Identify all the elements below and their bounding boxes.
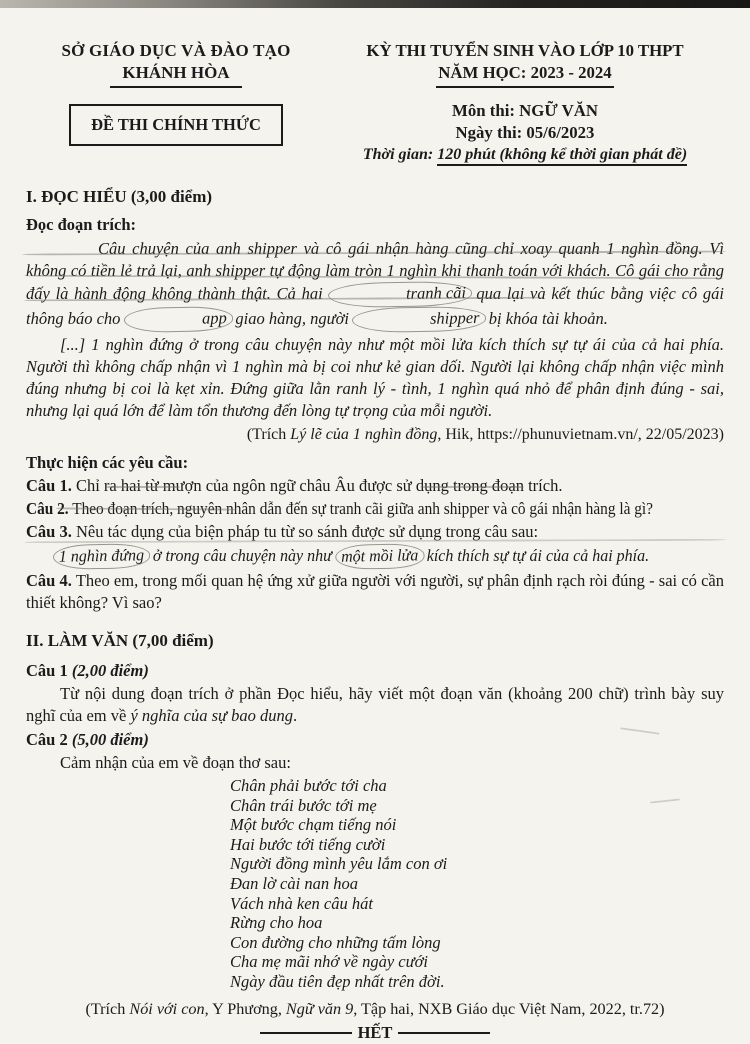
excerpt-p1-text: giao hàng, người <box>231 309 354 328</box>
textbook-title: Ngữ văn 9 <box>285 999 354 1018</box>
pencil-circled-phrase: 1 nghìn đứng <box>53 543 150 570</box>
question-3-quote <box>54 544 649 569</box>
essay-q2-label: Câu 2 <box>26 730 72 749</box>
time-prefix: Thời gian: <box>362 146 438 163</box>
excerpt-p1-text: Câu chuyện của anh shipper và cô gái nhận hàng cũng chỉ xoay quanh 1 nghìn đồng. Vì không có tiền lẻ trả lại, anh shipper tự động làm tròn 1 nghìn khi thanh toán với khách. Cô gái cho rằng đấy là hành động không thành thật. Cả hai <box>26 239 724 303</box>
province-name: KHÁNH HÒA <box>110 62 241 88</box>
question-4-label: Câu 4. <box>26 571 72 590</box>
question-4-text: Theo em, trong mối quan hệ ứng xử giữa người với người, sự phân định rạch ròi đúng - sai có cần thiết không? Vì sao? <box>26 571 724 612</box>
poem-line: Đan lờ cài nan hoa <box>230 873 358 893</box>
poem-line: Chân trái bước tới mẹ <box>230 795 377 815</box>
question-2-text: Theo đoạn trích, nguyên nhân dẫn đến sự tranh cãi giữa anh shipper và cô gái nhận hàng là gì? <box>68 499 654 518</box>
question-3-text: Nêu tác dụng của biện pháp tu từ so sánh được sử dụng trong câu sau: <box>71 522 539 541</box>
time-duration: 120 phút (không kể thời gian phát đề) <box>437 146 687 166</box>
exam-info-block <box>326 40 724 166</box>
poem-line: Hai bước tới tiếng cười <box>230 834 386 854</box>
pencil-underline <box>420 486 524 488</box>
end-dash-left <box>260 1032 352 1034</box>
quote-text: ở trong câu chuyện này như <box>148 546 336 565</box>
essay-question-2-heading <box>26 729 724 751</box>
excerpt-paragraph-2: [...] 1 nghìn đứng ở trong câu chuyện này như một mồi lửa kích thích sự tự ái của cả hai phía. Người thì không chấp nhận vì 1 nghìn mà bị coi như kẻ gian dối. Người lại không chấp nhận việc mình đúng nhưng bị coi là kẹt xỉn. Đứng giữa lằn ranh lý - tình, 1 nghìn quá nhỏ để phân định đúng - sai, nhưng lại quá lớn để làm tổn thương đến lòng tự trọng của mỗi người. <box>26 335 724 420</box>
scan-edge-artifact <box>0 0 750 8</box>
poem-citation <box>26 998 724 1020</box>
end-of-exam-row <box>26 1022 724 1044</box>
essay-question-1-heading <box>26 660 724 682</box>
question-4 <box>26 570 724 614</box>
question-3-label: Câu 3. <box>26 522 72 541</box>
poem-line: Chân phải bước tới cha <box>230 776 387 795</box>
official-exam-label: ĐỀ THI CHÍNH THỨC <box>91 115 261 134</box>
question-3-quote-row <box>26 543 724 569</box>
end-label: HẾT <box>357 1022 393 1042</box>
quote-text: kích thích sự tự ái của cả hai phía. <box>422 546 650 565</box>
essay-q1-period: . <box>293 706 298 725</box>
poem-line: Rừng cho hoa <box>230 913 323 933</box>
official-exam-box <box>69 104 283 146</box>
citation-prefix: (Trích <box>246 426 291 443</box>
poem-line: Một bước chạm tiếng nói <box>230 815 397 835</box>
question-1-label: Câu 1. <box>26 476 72 495</box>
pencil-circled-word: app <box>123 306 232 333</box>
essay-q1-label: Câu 1 <box>26 661 72 680</box>
tasks-heading: Thực hiện các yêu cầu: <box>26 453 189 472</box>
poem-line: Người đồng mình yêu lắm con ơi <box>230 854 448 874</box>
pencil-circled-word: tranh cãi <box>327 281 471 309</box>
essay-question-2-intro: Cảm nhận của em về đoạn thơ sau: <box>60 753 291 772</box>
question-1-text: Chỉ ra hai từ mượn của ngôn ngữ châu Âu được sử dụng trong đoạn trích. <box>71 476 563 495</box>
poem-block <box>230 776 724 992</box>
excerpt-citation <box>26 424 724 446</box>
essay-q1-text: Từ nội dung đoạn trích ở phần Đọc hiểu, hãy viết một đoạn văn (khoảng 200 chữ) trình bày suy nghĩ của em về <box>26 684 724 725</box>
poem-line: Vách nhà ken câu hát <box>230 893 373 913</box>
essay-q1-points: (2,00 điểm) <box>71 661 149 680</box>
poem-citation-suffix: , Tập hai, NXB Giáo dục Việt Nam, 2022, tr.72) <box>353 999 665 1018</box>
poem-title: Nói với con <box>129 999 205 1018</box>
exam-date-line: Ngày thi: 05/6/2023 <box>455 123 595 142</box>
section-2-heading: II. LÀM VĂN (7,00 điểm) <box>26 631 214 650</box>
poem-citation-mid: , Y Phương, <box>204 999 286 1018</box>
end-dash-right <box>398 1032 490 1034</box>
school-year-row <box>326 62 724 88</box>
citation-work-title: Lý lẽ của 1 nghìn đồng <box>290 426 438 443</box>
citation-suffix: , Hik, https://phunuvietnam.vn/, 22/05/2023) <box>437 426 724 443</box>
excerpt-p1-text: bị khóa tài khoản. <box>484 309 608 328</box>
school-year: NĂM HỌC: 2023 - 2024 <box>436 62 613 88</box>
document-header <box>26 40 724 166</box>
essay-question-1-body <box>26 683 724 727</box>
excerpt-p1-text: qua lại và kết thúc bằng việc cô gái thông báo cho <box>26 284 724 328</box>
reading-intro: Đọc đoạn trích: <box>26 215 136 234</box>
pencil-underline <box>106 486 180 488</box>
exam-title: KỲ THI TUYỂN SINH VÀO LỚP 10 THPT <box>366 41 684 60</box>
poem-line: Con đường cho những tấm lòng <box>230 932 441 952</box>
poem-line: Cha mẹ mãi nhớ về ngày cưới <box>230 952 428 972</box>
reading-excerpt <box>26 238 724 422</box>
province-name-row <box>26 62 326 88</box>
essay-q2-points: (5,00 điểm) <box>71 730 149 749</box>
issuing-authority-block <box>26 40 326 146</box>
essay-q1-topic: ý nghĩa của sự bao dung <box>130 706 293 725</box>
poem-citation-prefix: (Trích <box>85 999 130 1018</box>
question-2-label: Câu 2. <box>26 499 69 518</box>
pencil-circled-phrase: một mồi lửa <box>335 543 424 570</box>
department-name: SỞ GIÁO DỤC VÀ ĐÀO TẠO <box>61 41 291 60</box>
section-1-heading: I. ĐỌC HIỂU (3,00 điểm) <box>26 187 213 206</box>
pencil-circled-word: shipper <box>352 306 486 333</box>
subject-line: Môn thi: NGỮ VĂN <box>452 101 598 120</box>
time-limit-line <box>326 144 724 166</box>
poem-line: Ngày đầu tiên đẹp nhất trên đời. <box>230 971 445 991</box>
